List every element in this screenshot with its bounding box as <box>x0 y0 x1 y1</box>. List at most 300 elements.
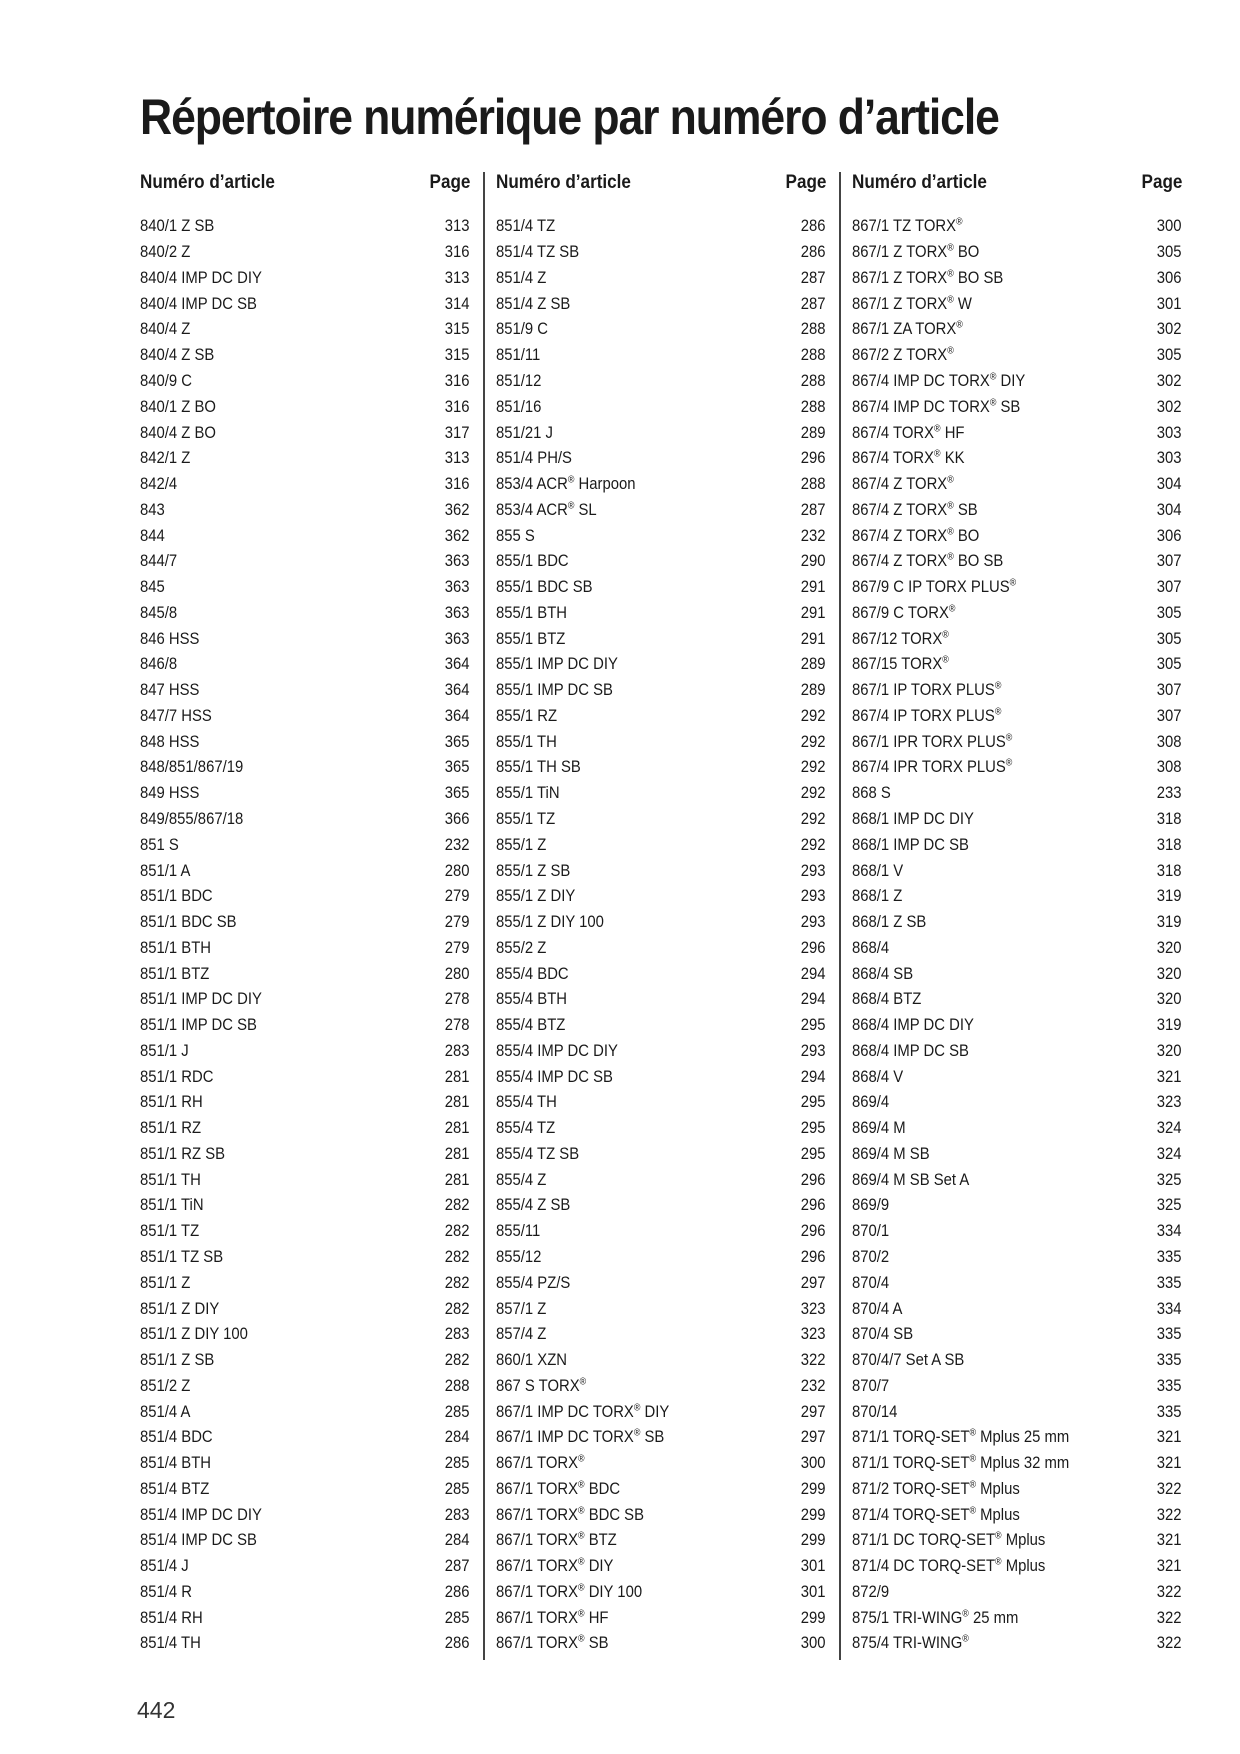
index-row <box>852 1270 1182 1296</box>
index-row <box>496 1219 826 1245</box>
page-number: 442 <box>137 1697 176 1723</box>
index-row <box>496 1580 826 1606</box>
article-number: 851/1 Z DIY 100 <box>140 1325 248 1344</box>
article-number: 870/4/7 Set A SB <box>852 1351 965 1370</box>
index-row <box>852 652 1182 678</box>
index-row <box>496 935 826 961</box>
article-number: 840/2 Z <box>140 243 191 262</box>
article-number: 851/11 <box>496 346 541 365</box>
index-row <box>140 600 470 626</box>
article-number: 868/4 IMP DC SB <box>852 1041 969 1060</box>
page-reference: 319 <box>1157 1016 1182 1035</box>
index-row <box>496 1425 826 1451</box>
page-reference: 285 <box>445 1402 470 1421</box>
article-number: 867/1 TORX® DIY <box>496 1556 614 1576</box>
page-reference: 288 <box>801 320 826 339</box>
page-reference: 300 <box>801 1634 826 1653</box>
index-row <box>140 678 470 704</box>
article-number: 871/4 DC TORQ-SET® Mplus <box>852 1556 1046 1576</box>
article-number: 851/1 RH <box>140 1093 203 1112</box>
article-number: 851/1 A <box>140 861 191 880</box>
article-number: 855/1 BTZ <box>496 629 566 648</box>
article-number: 840/4 IMP DC DIY <box>140 268 262 287</box>
article-number: 840/9 C <box>140 371 193 390</box>
index-row <box>852 266 1182 292</box>
page-reference: 300 <box>801 1454 826 1473</box>
page-reference: 318 <box>1157 809 1182 828</box>
article-number: 842/1 Z <box>140 449 191 468</box>
index-row <box>140 1296 470 1322</box>
page-reference: 305 <box>1157 629 1182 648</box>
page-reference: 300 <box>1157 217 1182 236</box>
index-row <box>496 884 826 910</box>
index-row <box>852 729 1182 755</box>
index-row <box>140 1605 470 1631</box>
page-reference: 307 <box>1157 578 1182 597</box>
article-number: 851/1 BDC SB <box>140 913 237 932</box>
page-reference: 318 <box>1157 835 1182 854</box>
index-row <box>140 1039 470 1065</box>
index-row <box>852 317 1182 343</box>
index-column-1 <box>140 172 470 1657</box>
article-number: 868/1 IMP DC DIY <box>852 809 974 828</box>
article-number: 849/855/867/18 <box>140 809 244 828</box>
article-number: 851/4 R <box>140 1582 193 1601</box>
article-number: 853/4 ACR® Harpoon <box>496 474 636 494</box>
column-header <box>496 172 826 214</box>
index-row <box>140 420 470 446</box>
index-row <box>140 832 470 858</box>
page-reference: 292 <box>801 835 826 854</box>
index-row <box>496 755 826 781</box>
page-reference: 281 <box>445 1170 470 1189</box>
article-number: 851/12 <box>496 371 542 390</box>
article-number: 851/1 IMP DC SB <box>140 1016 257 1035</box>
index-row <box>496 1322 826 1348</box>
index-row <box>852 858 1182 884</box>
page-reference: 363 <box>445 552 470 571</box>
index-row <box>140 858 470 884</box>
index-row <box>496 240 826 266</box>
index-row <box>852 935 1182 961</box>
index-row <box>496 549 826 575</box>
index-column-3 <box>852 172 1182 1657</box>
index-row <box>852 1554 1182 1580</box>
article-number: 851/4 RH <box>140 1608 203 1627</box>
article-number: 851 S <box>140 835 179 854</box>
page-reference: 335 <box>1157 1376 1182 1395</box>
page-reference: 283 <box>445 1041 470 1060</box>
article-number: 867/1 TORX® DIY 100 <box>496 1582 643 1601</box>
page-reference: 296 <box>801 1170 826 1189</box>
article-number: 867/15 TORX® <box>852 654 949 674</box>
page-reference: 363 <box>445 578 470 597</box>
page-reference: 282 <box>445 1273 470 1292</box>
page-reference: 296 <box>801 1196 826 1215</box>
page-reference: 232 <box>445 835 470 854</box>
page-reference: 364 <box>445 681 470 700</box>
page-reference: 296 <box>801 449 826 468</box>
index-row <box>852 472 1182 498</box>
page-reference: 363 <box>445 629 470 648</box>
index-row <box>496 369 826 395</box>
index-row <box>496 832 826 858</box>
index-row <box>852 1451 1182 1477</box>
page-reference: 306 <box>1157 268 1182 287</box>
article-number: 871/1 TORQ-SET® Mplus 32 mm <box>852 1453 1070 1473</box>
index-row <box>852 1064 1182 1090</box>
article-number: 860/1 XZN <box>496 1351 567 1370</box>
header-article-number: Numéro d’article <box>852 172 987 193</box>
article-number: 867/4 IMP DC TORX® SB <box>852 397 1021 416</box>
page-reference: 366 <box>445 809 470 828</box>
article-number: 855/1 Z <box>496 835 547 854</box>
page-reference: 280 <box>445 964 470 983</box>
page-reference: 323 <box>801 1299 826 1318</box>
page-reference: 365 <box>445 784 470 803</box>
article-number: 855/4 IMP DC SB <box>496 1067 613 1086</box>
page-reference: 362 <box>445 526 470 545</box>
index-row <box>140 1451 470 1477</box>
index-row <box>852 678 1182 704</box>
page-reference: 289 <box>801 681 826 700</box>
index-row <box>496 523 826 549</box>
index-row <box>852 1348 1182 1374</box>
page-reference: 282 <box>445 1299 470 1318</box>
article-number: 851/1 Z DIY <box>140 1299 220 1318</box>
article-number: 855/4 BTH <box>496 990 567 1009</box>
index-row <box>852 1631 1182 1657</box>
page-reference: 293 <box>801 887 826 906</box>
index-row <box>140 729 470 755</box>
article-number: 855/1 Z DIY 100 <box>496 913 604 932</box>
page-reference: 335 <box>1157 1402 1182 1421</box>
article-number: 840/4 Z SB <box>140 346 215 365</box>
page-reference: 281 <box>445 1067 470 1086</box>
article-number: 851/1 TH <box>140 1170 201 1189</box>
page-reference: 305 <box>1157 243 1182 262</box>
index-row <box>496 420 826 446</box>
page-reference: 319 <box>1157 913 1182 932</box>
page-reference: 301 <box>801 1557 826 1576</box>
index-row <box>496 652 826 678</box>
article-number: 868/1 Z SB <box>852 913 927 932</box>
article-number: 849 HSS <box>140 784 200 803</box>
article-number: 867 S TORX® <box>496 1376 587 1395</box>
index-row <box>140 549 470 575</box>
page-reference: 286 <box>801 243 826 262</box>
page-reference: 306 <box>1157 526 1182 545</box>
article-number: 846 HSS <box>140 629 200 648</box>
index-row <box>140 1064 470 1090</box>
article-number: 855/4 IMP DC DIY <box>496 1041 618 1060</box>
article-number: 844 <box>140 526 165 545</box>
index-row <box>496 1142 826 1168</box>
article-number: 845 <box>140 578 165 597</box>
page-reference: 284 <box>445 1428 470 1447</box>
index-row <box>496 1373 826 1399</box>
index-column-2 <box>496 172 826 1657</box>
article-number: 875/4 TRI-WING® <box>852 1633 969 1653</box>
article-number: 855/1 Z SB <box>496 861 571 880</box>
index-row <box>140 369 470 395</box>
article-number: 868/1 Z <box>852 887 903 906</box>
page-reference: 320 <box>1157 1041 1182 1060</box>
index-row <box>852 1245 1182 1271</box>
header-page: Page <box>429 172 470 193</box>
page-reference: 321 <box>1157 1454 1182 1473</box>
article-number: 867/1 IPR TORX PLUS® <box>852 732 1013 751</box>
page-reference: 316 <box>445 371 470 390</box>
page-reference: 292 <box>801 706 826 725</box>
article-number: 840/4 Z BO <box>140 423 216 442</box>
page-reference: 294 <box>801 964 826 983</box>
index-row <box>140 1116 470 1142</box>
index-row <box>496 1039 826 1065</box>
page-reference: 285 <box>445 1479 470 1498</box>
page-reference: 289 <box>801 423 826 442</box>
article-number: 845/8 <box>140 603 178 622</box>
page-reference: 305 <box>1157 603 1182 622</box>
article-number: 855/1 TZ <box>496 809 556 828</box>
page-reference: 321 <box>1157 1428 1182 1447</box>
page-reference: 304 <box>1157 500 1182 519</box>
index-row <box>140 266 470 292</box>
index-row <box>852 1399 1182 1425</box>
page-reference: 322 <box>1157 1608 1182 1627</box>
index-row <box>140 317 470 343</box>
article-number: 867/12 TORX® <box>852 629 949 648</box>
page-reference: 305 <box>1157 655 1182 674</box>
index-row <box>496 910 826 936</box>
article-number: 870/4 <box>852 1273 890 1292</box>
index-row <box>140 1193 470 1219</box>
index-row <box>140 1528 470 1554</box>
index-row <box>852 1116 1182 1142</box>
index-row <box>496 807 826 833</box>
article-number: 851/4 IMP DC DIY <box>140 1505 262 1524</box>
page-reference: 283 <box>445 1505 470 1524</box>
index-row <box>496 1090 826 1116</box>
page-reference: 316 <box>445 475 470 494</box>
index-row <box>140 987 470 1013</box>
index-row <box>496 961 826 987</box>
page-reference: 297 <box>801 1428 826 1447</box>
article-number: 855/4 TZ <box>496 1119 556 1138</box>
page-reference: 282 <box>445 1222 470 1241</box>
page-reference: 305 <box>1157 346 1182 365</box>
page-reference: 319 <box>1157 887 1182 906</box>
page-reference: 303 <box>1157 423 1182 442</box>
page-reference: 325 <box>1157 1170 1182 1189</box>
page-reference: 334 <box>1157 1222 1182 1241</box>
article-number: 871/1 DC TORQ-SET® Mplus <box>852 1530 1046 1550</box>
index-row <box>140 472 470 498</box>
page-reference: 365 <box>445 758 470 777</box>
article-number: 867/2 Z TORX® <box>852 345 954 365</box>
page-reference: 291 <box>801 578 826 597</box>
index-row <box>852 1477 1182 1503</box>
article-number: 851/9 C <box>496 320 549 339</box>
index-row <box>852 343 1182 369</box>
index-row <box>140 1270 470 1296</box>
article-number: 851/1 BTH <box>140 938 211 957</box>
page-reference: 284 <box>445 1531 470 1550</box>
index-row <box>496 1167 826 1193</box>
article-number: 855/4 BDC <box>496 964 569 983</box>
page-reference: 299 <box>801 1608 826 1627</box>
column-header <box>140 172 470 214</box>
page-reference: 316 <box>445 397 470 416</box>
page-reference: 308 <box>1157 758 1182 777</box>
article-number: 871/2 TORQ-SET® Mplus <box>852 1479 1020 1498</box>
article-number: 855/1 Z DIY <box>496 887 576 906</box>
page-reference: 307 <box>1157 552 1182 571</box>
index-row <box>140 523 470 549</box>
index-row <box>852 240 1182 266</box>
article-number: 867/4 Z TORX® BO SB <box>852 551 1004 571</box>
article-number: 855/1 BDC SB <box>496 578 593 597</box>
page-reference: 322 <box>1157 1505 1182 1524</box>
page-reference: 307 <box>1157 681 1182 700</box>
index-row <box>852 626 1182 652</box>
page-reference: 317 <box>445 423 470 442</box>
article-number: 855/1 TH SB <box>496 758 581 777</box>
page-reference: 303 <box>1157 449 1182 468</box>
article-number: 872/9 <box>852 1582 890 1601</box>
index-row <box>140 910 470 936</box>
page-reference: 279 <box>445 887 470 906</box>
page-reference: 364 <box>445 706 470 725</box>
page-reference: 325 <box>1157 1196 1182 1215</box>
article-number: 855/4 BTZ <box>496 1016 566 1035</box>
article-number: 871/1 TORQ-SET® Mplus 25 mm <box>852 1427 1070 1447</box>
article-number: 855/4 PZ/S <box>496 1273 571 1292</box>
page-reference: 307 <box>1157 706 1182 725</box>
article-number: 867/9 C TORX® <box>852 603 956 622</box>
index-row <box>852 420 1182 446</box>
article-number: 847 HSS <box>140 681 200 700</box>
page-reference: 282 <box>445 1196 470 1215</box>
article-number: 867/1 Z TORX® BO <box>852 242 980 262</box>
article-number: 855/1 TH <box>496 732 557 751</box>
index-row <box>140 1425 470 1451</box>
page-reference: 314 <box>445 294 470 313</box>
article-number: 855/1 RZ <box>496 706 558 725</box>
index-row <box>852 1580 1182 1606</box>
index-row <box>852 807 1182 833</box>
page-reference: 281 <box>445 1119 470 1138</box>
index-row <box>852 1373 1182 1399</box>
page-reference: 321 <box>1157 1557 1182 1576</box>
index-row <box>852 704 1182 730</box>
page-reference: 299 <box>801 1505 826 1524</box>
article-number: 869/4 <box>852 1093 890 1112</box>
article-number: 867/1 TORX® <box>496 1453 585 1473</box>
page-reference: 297 <box>801 1402 826 1421</box>
article-number: 867/4 IPR TORX PLUS® <box>852 757 1013 777</box>
page-reference: 321 <box>1157 1531 1182 1550</box>
index-row <box>140 1142 470 1168</box>
page-reference: 335 <box>1157 1351 1182 1370</box>
page-reference: 280 <box>445 861 470 880</box>
column-divider <box>483 172 485 1660</box>
page-reference: 295 <box>801 1119 826 1138</box>
page-reference: 323 <box>801 1325 826 1344</box>
index-row <box>852 832 1182 858</box>
page-reference: 286 <box>801 217 826 236</box>
article-number: 855/12 <box>496 1248 542 1266</box>
index-row <box>852 1193 1182 1219</box>
index-row <box>496 317 826 343</box>
index-row <box>140 497 470 523</box>
page-reference: 334 <box>1157 1299 1182 1318</box>
page-reference: 283 <box>445 1325 470 1344</box>
index-row <box>496 343 826 369</box>
article-number: 840/1 Z SB <box>140 217 215 236</box>
page-reference: 322 <box>1157 1634 1182 1653</box>
article-number: 851/4 TZ <box>496 217 556 236</box>
article-number: 851/4 PH/S <box>496 449 572 468</box>
page-reference: 282 <box>445 1248 470 1266</box>
page-reference: 294 <box>801 990 826 1009</box>
page-reference: 278 <box>445 990 470 1009</box>
page-reference: 233 <box>1157 784 1182 803</box>
index-row <box>852 1528 1182 1554</box>
page-reference: 363 <box>445 603 470 622</box>
article-number: 867/1 ZA TORX® <box>852 319 963 339</box>
page-reference: 291 <box>801 629 826 648</box>
article-number: 867/4 TORX® KK <box>852 448 965 468</box>
article-number: 867/4 Z TORX® <box>852 474 954 494</box>
column-header <box>852 172 1182 214</box>
index-row <box>496 446 826 472</box>
index-row <box>496 472 826 498</box>
article-number: 851/1 Z SB <box>140 1351 215 1370</box>
article-number: 869/4 M SB <box>852 1144 930 1163</box>
page-reference: 232 <box>801 526 826 545</box>
index-row <box>852 214 1182 240</box>
article-number: 851/4 A <box>140 1402 191 1421</box>
index-row <box>852 1167 1182 1193</box>
article-number: 868/1 V <box>852 861 904 880</box>
article-number: 851/16 <box>496 397 542 416</box>
page-reference: 313 <box>445 449 470 468</box>
article-number: 870/14 <box>852 1402 898 1421</box>
index-row <box>852 755 1182 781</box>
article-number: 853/4 ACR® SL <box>496 500 597 519</box>
index-row <box>140 1580 470 1606</box>
article-number: 840/4 Z <box>140 320 191 339</box>
index-row <box>140 1348 470 1374</box>
page-reference: 288 <box>445 1376 470 1395</box>
page-reference: 290 <box>801 552 826 571</box>
article-number: 851/1 TZ <box>140 1222 200 1241</box>
article-number: 855/1 TiN <box>496 784 560 803</box>
article-number: 870/2 <box>852 1248 890 1266</box>
article-number: 848/851/867/19 <box>140 758 244 777</box>
index-row <box>140 240 470 266</box>
index-row <box>140 394 470 420</box>
article-number: 868/4 SB <box>852 964 914 983</box>
page-reference: 322 <box>1157 1479 1182 1498</box>
page-reference: 315 <box>445 346 470 365</box>
index-row <box>140 1554 470 1580</box>
article-number: 855 S <box>496 526 535 545</box>
page-reference: 313 <box>445 217 470 236</box>
header-page: Page <box>785 172 826 193</box>
index-row <box>140 781 470 807</box>
